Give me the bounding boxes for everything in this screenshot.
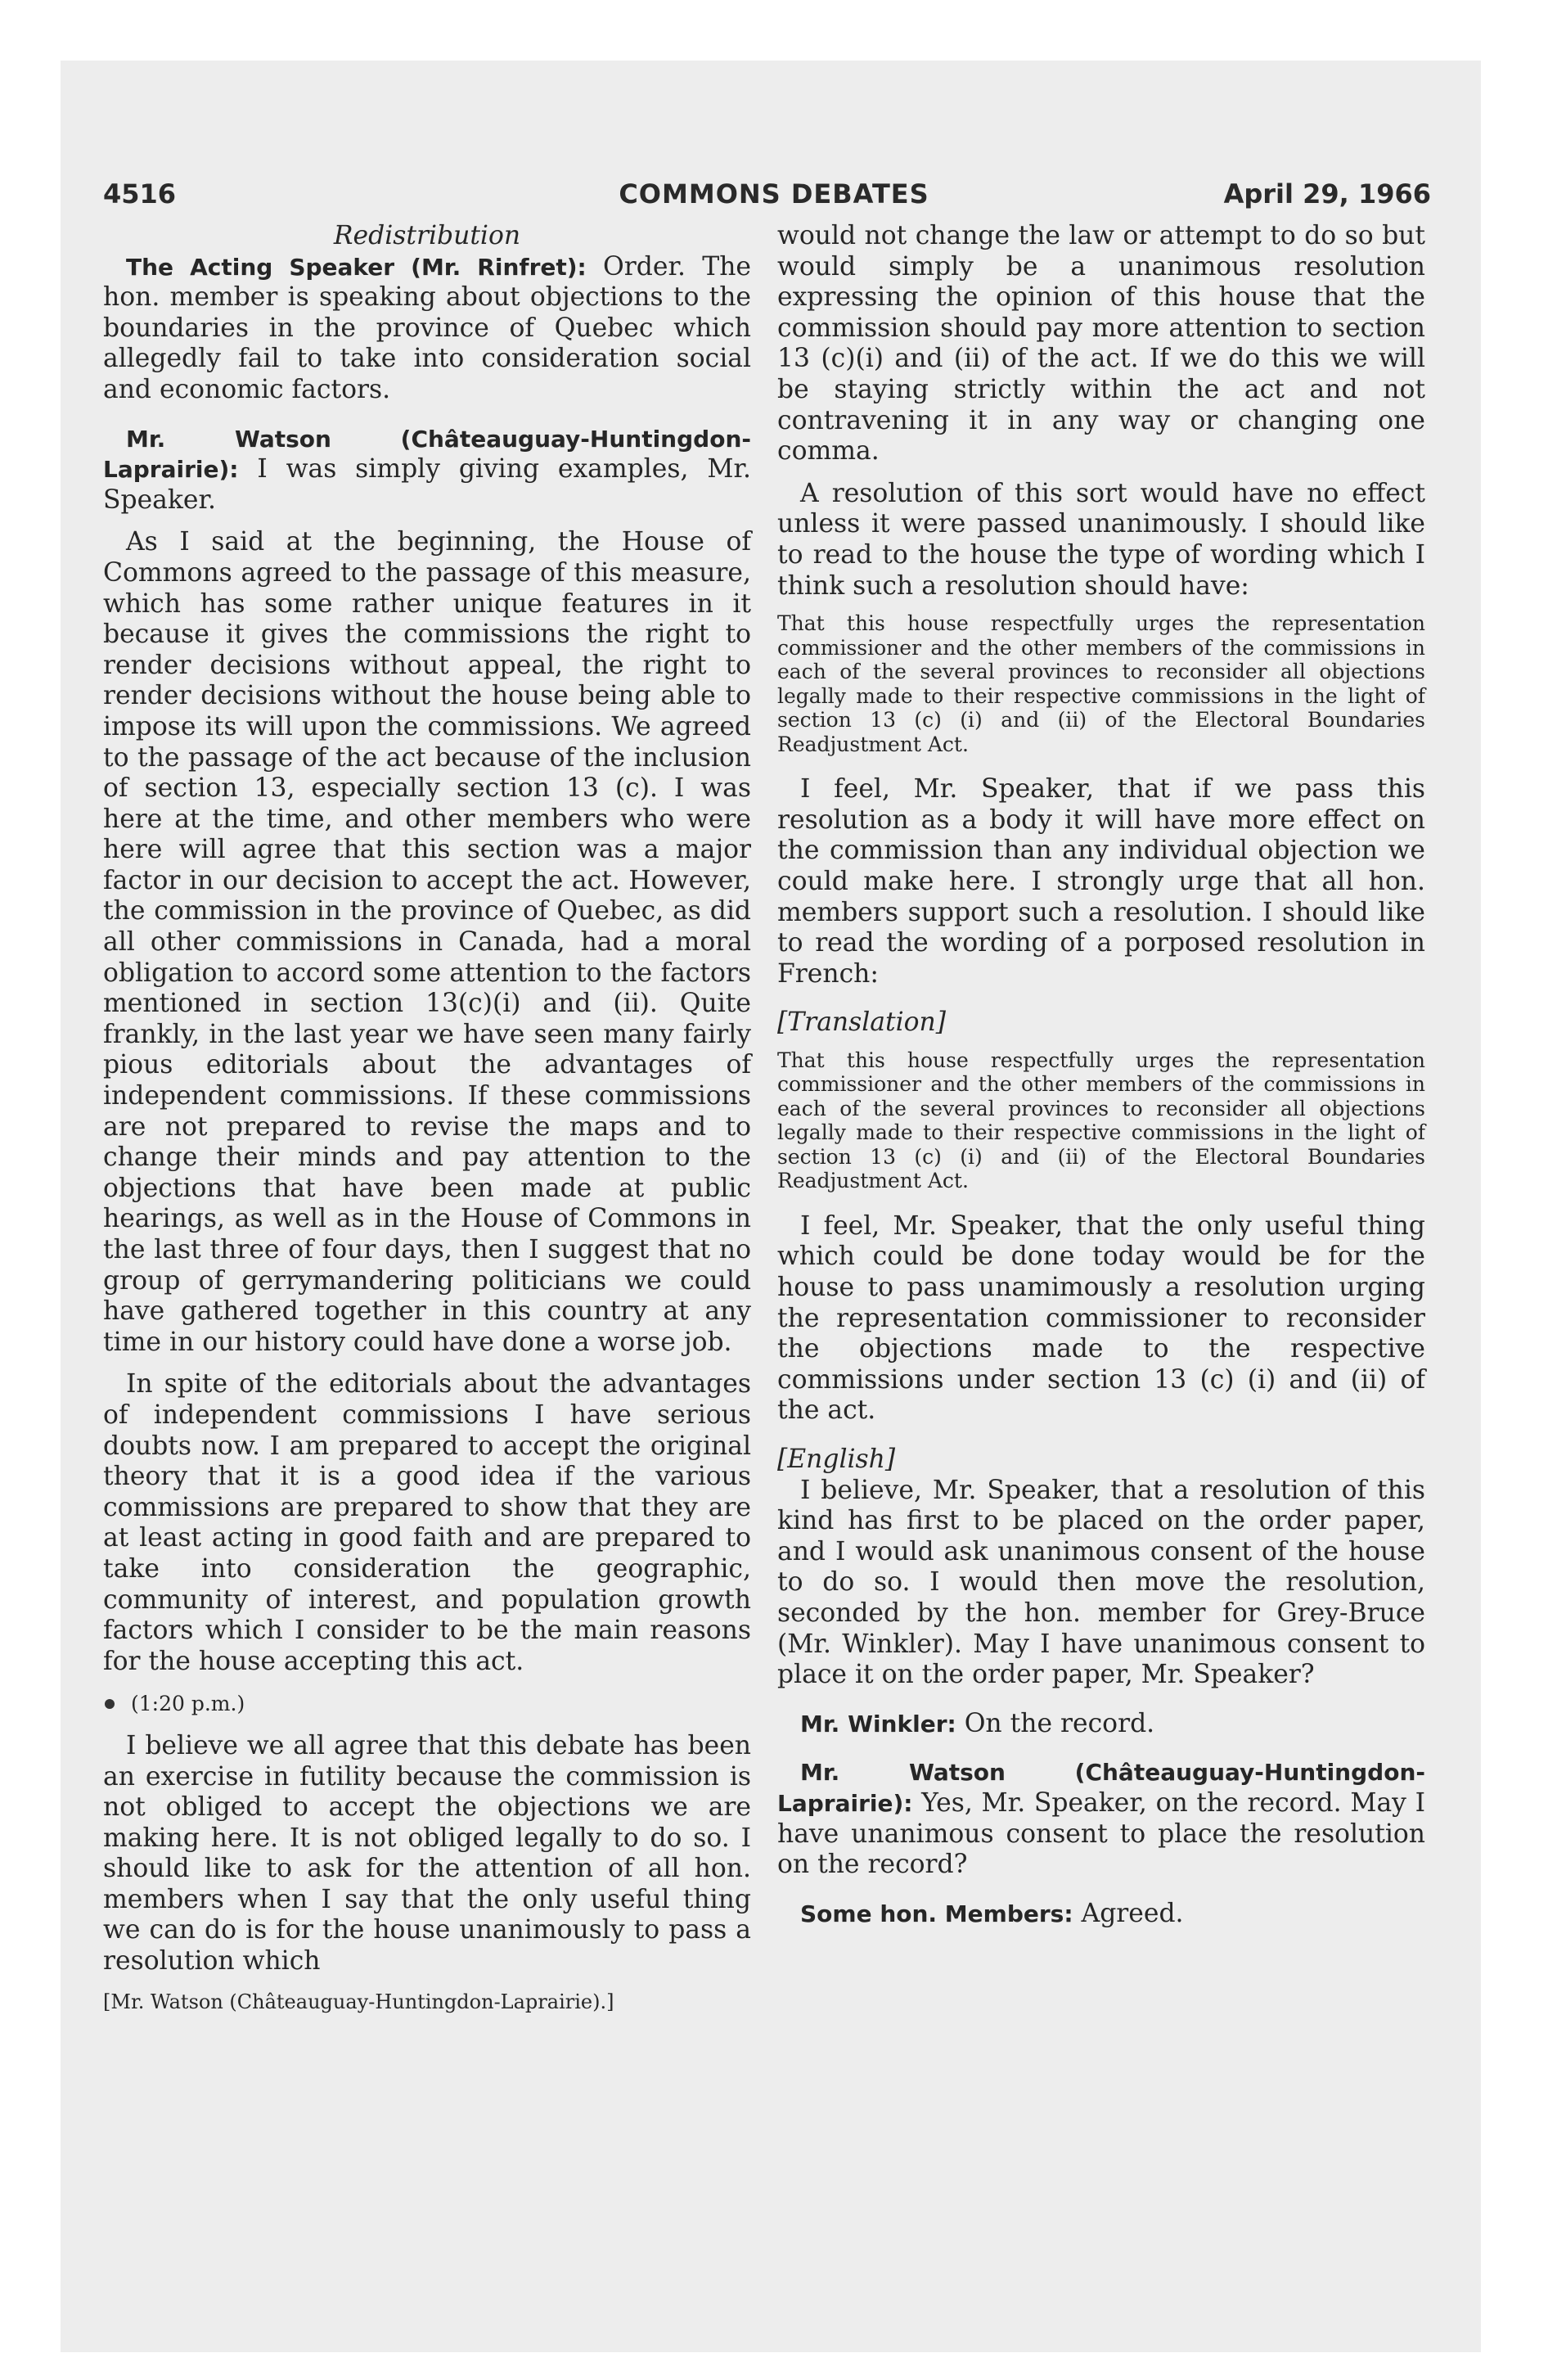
speaker-name: Some hon. Members:: [800, 1900, 1073, 1927]
right-column: [777, 221, 1425, 1929]
paragraph: As I said at the beginning, the House of Commons agreed to the passage of this measure, which has some rather unique features in it because it gives the commissions the right to render decisions without appeal, the right to render decisions without the house being able to impose its will upon the commissions. We agreed to the passage of the act because of the inclusion of section 13, especially section 13 (c). I was here at the time, and other members who were here will agree that this section was a major factor in our decision to accept the act. However, the commission in the province of Quebec, as did all other commissions in Canada, had a moral obligation to accord some attention to the factors mentioned in section 13(c)(i) and (ii). Quite frankly, in the last year we have seen many fairly pious editorials about the advantages of independent commissions. If these commissions are not prepared to revise the maps and to change their minds and pay attention to the objections that have been made at public hearings, as well as in the House of Commons in the last three of four days, then I suggest that no group of gerrymandering politicians we could have gathered together in this country at any time in our history could have done a worse job.: [103, 527, 751, 1357]
bullet-icon: [105, 1699, 115, 1709]
paragraph: Mr. Watson (Châteauguay-Huntingdon-Laprairie): Yes, Mr. Speaker, on the record. May I have unanimous consent to place the resolution on the record?: [777, 1759, 1425, 1880]
block-quote: That this house respectfully urges the representation commissioner and the other members of the commissions in each of the several provinces to reconsider all objections legally made to their respective commissions in the light of section 13 (c) (i) and (ii) of the Electoral Boundaries Readjustment Act.: [777, 1048, 1425, 1193]
section-title: Redistribution: [333, 221, 521, 250]
left-column: [103, 221, 751, 2017]
page-footer: [Mr. Watson (Châteauguay-Huntingdon-Laprairie).]: [103, 1990, 614, 2013]
paragraph: I feel, Mr. Speaker, that the only useful thing which could be done today would be for the house to pass unamimously a resolution urging the representation commissioner to reconsider the objections made to the respective commissions under section 13 (c) (i) and (ii) of the act.: [777, 1210, 1425, 1426]
translation-label: [Translation]: [777, 1007, 947, 1038]
speaker-name: Mr. Watson (Châteauguay-Huntingdon-Laprairie):: [103, 425, 751, 484]
block-quote: That this house respectfully urges the representation commissioner and the other members of the commissions in each of the several provinces to reconsider all objections legally made to their respective commissions in the light of section 13 (c) (i) and (ii) of the Electoral Boundaries Readjustment Act.: [777, 611, 1425, 756]
paragraph: Mr. Winkler: On the record.: [800, 1708, 1155, 1738]
speaker-name: Mr. Watson (Châteauguay-Huntingdon-Laprairie):: [777, 1759, 1425, 1817]
paragraph: would not change the law or attempt to do so but would simply be a unanimous resolution expressing the opinion of this house that the commission should pay more attention to section 13 (c)(i) and (ii) of the act. If we do this we will be staying strictly within the act and not contravening it in any way or changing one comma.: [777, 221, 1425, 467]
page-number: 4516: [103, 178, 177, 210]
speaker-name: The Acting Speaker (Mr. Rinfret):: [126, 253, 587, 281]
paragraph: The Acting Speaker (Mr. Rinfret): Order. The hon. member is speaking about objections to the boundaries in the province of Quebec which allegedly fail to take into consideration social and economic factors.: [103, 251, 751, 404]
paragraph: Some hon. Members: Agreed.: [800, 1898, 1184, 1928]
english-label: [English]: [777, 1445, 896, 1475]
paragraph: I believe, Mr. Speaker, that a resolution of this kind has first to be placed on the order paper, and I would ask unanimous consent of the house to do so. I would then move the resolution, seconded by the hon. member for Grey-Bruce (Mr. Winkler). May I have unanimous consent to place it on the order paper, Mr. Speaker?: [777, 1475, 1425, 1690]
paragraph: I feel, Mr. Speaker, that if we pass this resolution as a body it will have more effect on the commission than any individual objection we could make here. I strongly urge that all hon. members support such a resolution. I should like to read the wording of a porposed resolution in French:: [777, 774, 1425, 989]
paragraph: In spite of the editorials about the advantages of independent commissions I have serious doubts now. I am prepared to accept the original theory that it is a good idea if the various commissions are prepared to show that they are at least acting in good faith and are prepared to take into consideration the geographic, community of interest, and population growth factors which I consider to be the main reasons for the house accepting this act.: [103, 1369, 751, 1676]
journal-title: COMMONS DEBATES: [619, 178, 929, 210]
paragraph: Mr. Watson (Châteauguay-Huntingdon-Laprairie): I was simply giving examples, Mr. Speaker.: [103, 425, 751, 515]
speaker-name: Mr. Winkler:: [800, 1710, 956, 1738]
page-date: April 29, 1966: [1223, 178, 1431, 210]
paragraph: A resolution of this sort would have no effect unless it were passed unanimously. I should like to read to the house the type of wording which I think such a resolution should have:: [777, 478, 1425, 601]
time-marker: (1:20 p.m.): [103, 1688, 751, 1720]
paragraph: I believe we all agree that this debate has been an exercise in futility because the commission is not obliged to accept the objections we are making here. It is not obliged legally to do so. I should like to ask for the attention of all hon. members when I say that the only useful thing we can do is for the house unanimously to pass a resolution which: [103, 1730, 751, 1977]
